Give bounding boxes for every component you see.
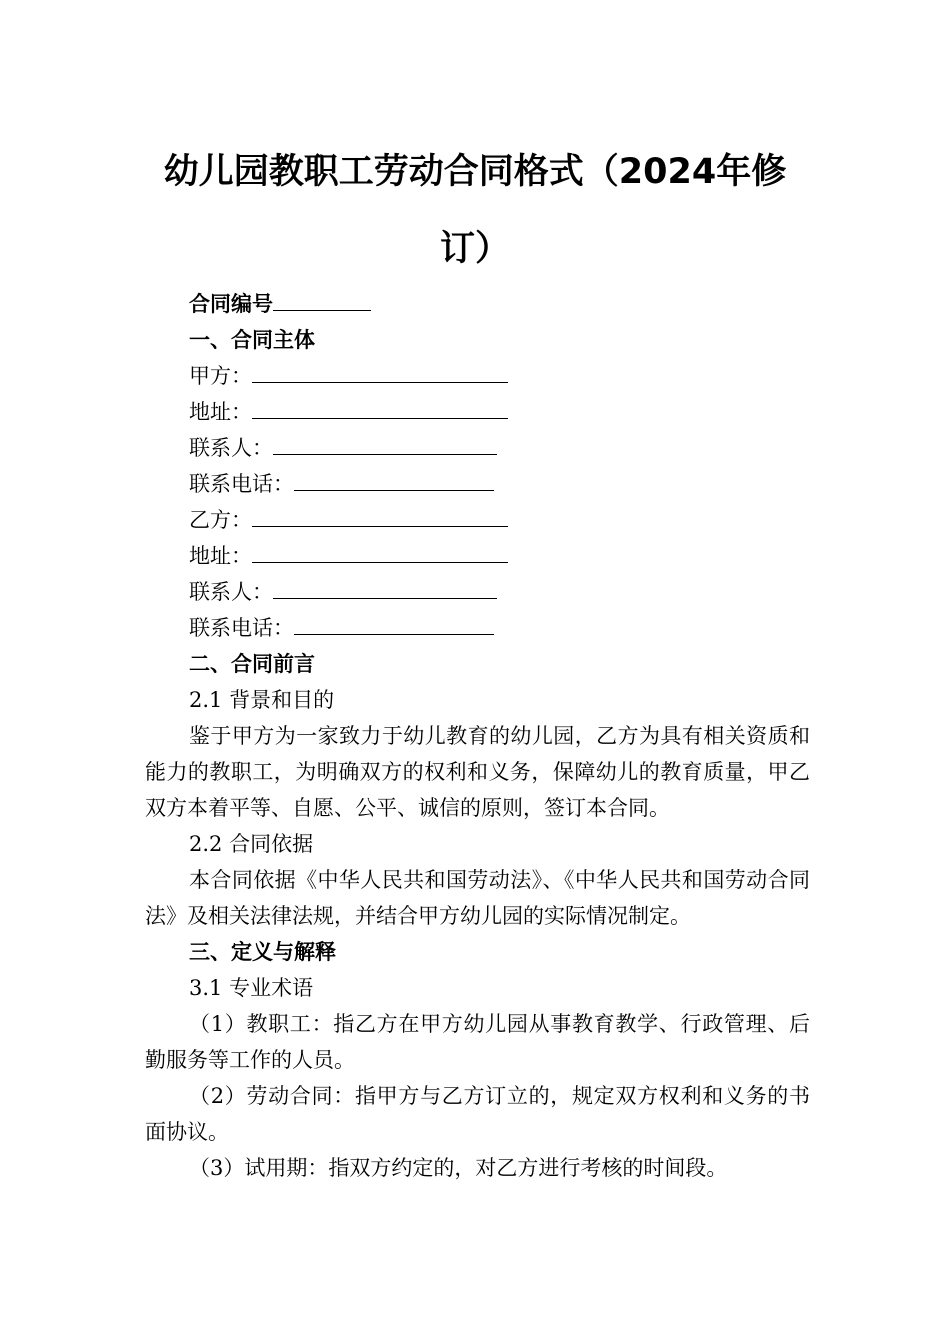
party-b-blank[interactable]	[252, 506, 508, 527]
section-3-heading: 三、定义与解释	[189, 940, 336, 964]
document-body	[145, 286, 810, 1186]
party-a-phone-blank[interactable]	[294, 470, 494, 491]
contract-number-label: 合同编号	[189, 292, 273, 316]
contract-number-blank[interactable]	[273, 290, 371, 311]
party-a-address-blank[interactable]	[252, 398, 508, 419]
term-2-paragraph: （2）劳动合同：指甲方与乙方订立的，规定双方权利和义务的书面协议。	[145, 1084, 810, 1144]
party-b-address-label: 地址：	[189, 544, 252, 568]
party-b-contact-label: 联系人：	[189, 580, 273, 604]
section-2-heading: 二、合同前言	[189, 652, 315, 676]
party-b-phone-row	[145, 610, 810, 646]
section-1-heading: 一、合同主体	[189, 328, 315, 352]
term-1-paragraph: （1）教职工：指乙方在甲方幼儿园从事教育教学、行政管理、后勤服务等工作的人员。	[145, 1012, 810, 1072]
section-2-1-paragraph: 鉴于甲方为一家致力于幼儿教育的幼儿园，乙方为具有相关资质和能力的教职工，为明确双方的权利和义务，保障幼儿的教育质量，甲乙双方本着平等、自愿、公平、诚信的原则，签订本合同。	[145, 724, 810, 820]
document-title-line-1: 幼儿园教职工劳动合同格式（2024年修	[163, 152, 787, 192]
party-a-contact-label: 联系人：	[189, 436, 273, 460]
party-b-phone-label: 联系电话：	[189, 616, 294, 640]
term-3-paragraph: （3）试用期：指双方约定的，对乙方进行考核的时间段。	[189, 1156, 728, 1180]
party-a-label: 甲方：	[189, 364, 252, 388]
party-b-row	[145, 502, 810, 538]
party-a-contact-row	[145, 430, 810, 466]
party-a-address-row	[145, 394, 810, 430]
party-a-row	[145, 358, 810, 394]
party-a-contact-blank[interactable]	[273, 434, 497, 455]
party-a-phone-row	[145, 466, 810, 502]
section-3-1-title: 3.1 专业术语	[189, 976, 314, 1000]
party-b-contact-blank[interactable]	[273, 578, 497, 599]
contract-number-row	[145, 286, 810, 322]
party-a-blank[interactable]	[252, 362, 508, 383]
party-b-label: 乙方：	[189, 508, 252, 532]
party-a-phone-label: 联系电话：	[189, 472, 294, 496]
party-b-contact-row	[145, 574, 810, 610]
party-b-address-blank[interactable]	[252, 542, 508, 563]
section-2-1-title: 2.1 背景和目的	[189, 688, 335, 712]
party-b-phone-blank[interactable]	[294, 614, 494, 635]
party-b-address-row	[145, 538, 810, 574]
section-2-2-paragraph: 本合同依据《中华人民共和国劳动法》、《中华人民共和国劳动合同法》及相关法律法规，并结合甲方幼儿园的实际情况制定。	[145, 868, 810, 928]
section-2-2-title: 2.2 合同依据	[189, 832, 314, 856]
party-a-address-label: 地址：	[189, 400, 252, 424]
document-title-line-2: 订）	[439, 229, 510, 269]
